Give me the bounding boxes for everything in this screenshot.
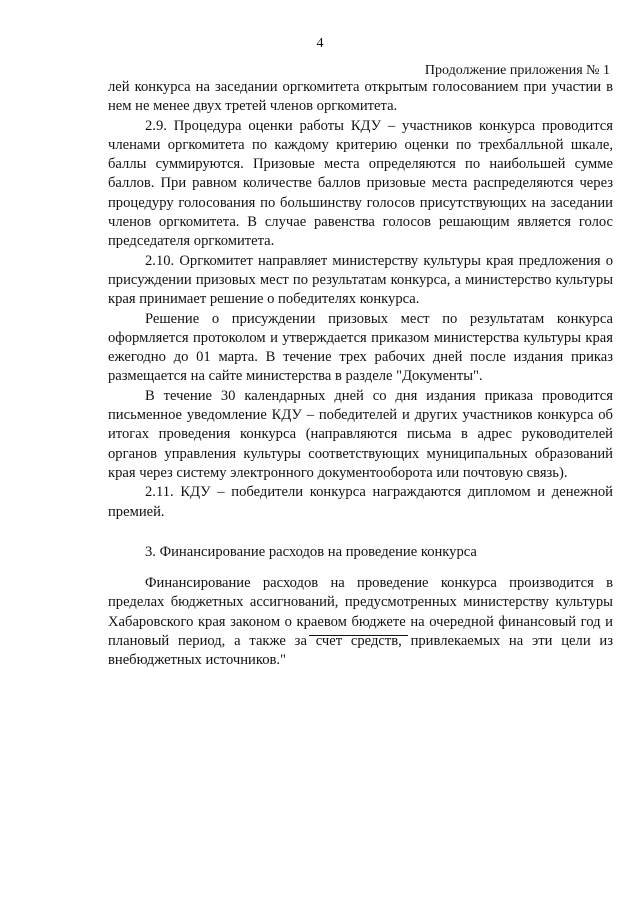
- paragraph-decision: Решение о присуждении призовых мест по результатам конкурса оформляется протоколом и утверждается приказом министерства культуры края ежегодно до 01 марта. В течение трех рабочих дней после издания приказ размещается на сайте министерства в разделе "Документы".: [108, 310, 613, 385]
- paragraph-2-9: 2.9. Процедура оценки работы КДУ – участников конкурса проводится членами оргкомитета по каждому критерию оценки по трехбалльной шкале, баллы суммируются. Призовые места определяются по наибольшей сумме баллов. При равном количестве баллов призовые места распределяются через процедуру голосования по большинству голосов присутствующих на заседании членов оргкомитета. В случае равенства голосов решающим является голос председателя оргкомитета.: [108, 117, 613, 250]
- paragraph-notification: В течение 30 календарных дней со дня издания приказа проводится письменное уведомление КДУ – победителей и других участников конкурса об итогах проведения конкурса (направляются письма в адрес руководителей органов управления культуры соответствующих муниципальных образований края через систему электронного документооборота или почтовую связь).: [108, 387, 613, 481]
- section-3-text: Финансирование расходов на проведение конкурса производится в пределах бюджетных ассигнований, предусмотренных министерству культуры Хабаровского края законом о краевом бюджете на очередной финансовый год и плановый период, а также за счет средств, привлекаемых на эти цели из внебюджетных источников.": [108, 575, 613, 669]
- paragraph-2-10: 2.10. Оргкомитет направляет министерству культуры края предложения о присуждении призовых мест по результатам конкурса, а министерство культуры края принимает решение о победителях конкурса.: [108, 252, 613, 308]
- appendix-continuation-note: Продолжение приложения № 1: [424, 63, 610, 78]
- paragraph-2-11: 2.11. КДУ – победители конкурса награждаются дипломом и денежной премией.: [108, 484, 613, 520]
- document-body: [108, 78, 613, 671]
- page-number: 4: [316, 36, 324, 51]
- end-of-document-rule: [309, 635, 408, 636]
- paragraph-continuation: лей конкурса на заседании оргкомитета открытым голосованием при участии в нем не менее двух третей членов оргкомитета.: [108, 79, 613, 115]
- section-3-heading: 3. Финансирование расходов на проведение конкурса: [145, 543, 477, 560]
